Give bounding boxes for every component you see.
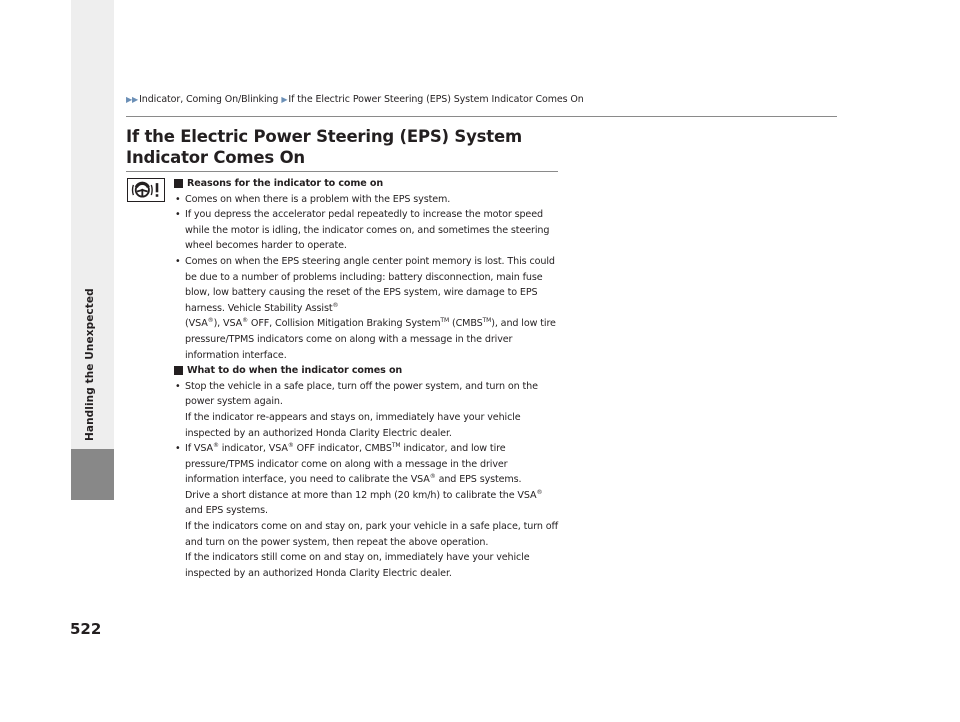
reasons-heading-text: Reasons for the indicator to come on [187,178,384,189]
list-item [174,254,560,363]
actions-list [174,379,560,582]
trademark-mark: TM [482,317,492,325]
list-item-text: Comes on when there is a problem with the EPS system. [185,193,451,205]
breadcrumb-marker-icon: ▶▶ [126,95,139,104]
registered-mark: ® [429,473,436,481]
bullet-icon: • [175,193,181,205]
title-divider [126,171,558,172]
list-item-note [185,488,560,519]
list-item-text: OFF indicator, CMBS [293,443,392,455]
list-item [174,441,560,581]
list-item [174,379,560,441]
list-item-note: If the indicators still come on and stay on, immediately have your vehicle inspected by an authorized Honda Clarity Electric dealer. [185,552,530,579]
section-square-icon [174,366,183,375]
registered-mark: ® [332,301,339,309]
list-item [174,207,560,254]
list-item [174,192,560,208]
list-item-text: (VSA [185,318,208,330]
breadcrumb-current: If the Electric Power Steering (EPS) System Indicator Comes On [288,94,584,105]
actions-heading-text: What to do when the indicator comes on [187,365,403,377]
indicator-content [174,176,560,581]
trademark-mark: TM [391,442,401,450]
list-item-text: Stop the vehicle in a safe place, turn off the power system, and turn on the power system again. [185,380,538,408]
list-item-text: indicator, and low tire pressure/TPMS indicator come on along with a message in the driver information interface, you need to calibrate the VSA [185,443,508,486]
list-item-text: If you depress the accelerator pedal repeatedly to increase the motor speed while the motor is idling, the indicator comes on, and sometimes the steering wheel becomes harder to operate. [185,209,550,252]
registered-mark: ® [536,488,543,496]
bullet-icon: • [175,380,181,392]
note-text: and EPS systems. [185,505,268,517]
breadcrumb [126,94,584,105]
bullet-icon: • [175,255,181,267]
bullet-icon: • [175,209,181,221]
list-item-text: and EPS systems. [435,474,522,486]
trademark-mark: TM [440,317,450,325]
section-title: If the Electric Power Steering (EPS) System Indicator Comes On [126,127,522,167]
list-item-text: indicator, VSA [218,443,288,455]
registered-mark: ® [212,442,219,450]
chapter-tab[interactable] [71,449,114,500]
note-text: Drive a short distance at more than 12 mph (20 km/h) to calibrate the VSA [185,489,537,501]
list-item-text: Comes on when the EPS steering angle center point memory is lost. This could be due to a number of problems including: battery disconnection, main fuse blow, low battery causing the reset of the EPS system, wire damage to EPS harness. Vehicle Stability Assist [185,255,555,314]
section-square-icon [174,179,183,188]
list-item-text: ), and low tire pressure/TPMS indicators come on along with a message in the driver information interface. [185,318,556,361]
eps-warning-indicator-icon [127,178,165,202]
registered-mark: ® [287,442,294,450]
registered-mark: ® [242,317,248,325]
list-item-text: ), VSA [213,318,243,330]
breadcrumb-link-indicator[interactable]: Indicator, Coming On/Blinking [139,94,279,105]
header-divider [126,116,837,117]
list-item-text: (CMBS [449,318,483,330]
page-number: 522 [70,620,102,638]
registered-mark: ® [207,317,214,325]
list-item-text: If VSA [185,443,213,455]
actions-heading [174,363,560,379]
bullet-icon: • [175,443,181,455]
reasons-heading [174,176,560,192]
breadcrumb-separator-icon: ▶ [281,95,288,104]
list-item-note: If the indicators come on and stay on, park your vehicle in a safe place, turn off and turn on the power system, then repeat the above operation. [185,521,559,548]
chapter-side-label [84,421,96,441]
reasons-list [174,192,560,364]
list-item-note: If the indicator re-appears and stays on, immediately have your vehicle inspected by an authorized Honda Clarity Electric dealer. [185,411,521,439]
list-item-text: OFF, Collision Mitigation Braking System [247,318,441,330]
